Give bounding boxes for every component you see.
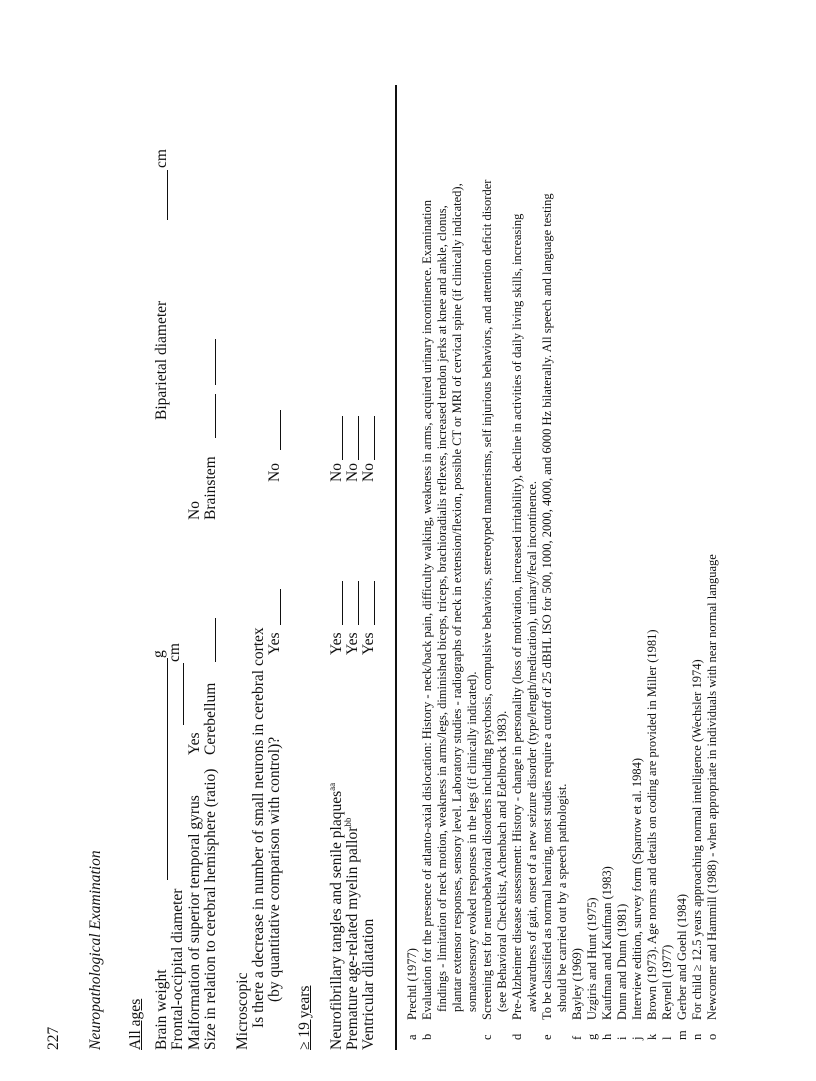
microscopic-yes-blank[interactable] bbox=[280, 589, 281, 625]
over19-row-2-no[interactable]: No bbox=[344, 463, 361, 482]
over19-row-1-no[interactable]: No bbox=[328, 463, 345, 482]
footnote-e-line-2: should be carried out by a speech pathologist. bbox=[555, 783, 569, 1012]
footnote-g-line-1: Uzgiris and Hunt (1975) bbox=[585, 897, 599, 1020]
footnote-a-mark: a bbox=[405, 1034, 419, 1040]
footnote-divider bbox=[395, 85, 397, 1050]
footnote-f-mark: f bbox=[570, 1035, 584, 1040]
footnote-c-line-2: (see Behavioral Checklist, Achenbach and Edelbrock 1983). bbox=[495, 710, 509, 1012]
footnote-b-line-3: plantar extensor responses, sensory level. Laboratory studies - radiographs of neck in extension/flexion, possible CT or MRI of cervical spine (if clinically indicated), bbox=[450, 183, 464, 1012]
footnote-d-line-1: Pre-Alzheimer disease assessment: History - change in personality (loss of motivation, increased irritability), decline in activities of daily living skills, increasing bbox=[510, 213, 524, 1020]
footnote-i-line-1: Dunn and Dunn (1981) bbox=[615, 903, 629, 1020]
microscopic-yes[interactable]: Yes bbox=[266, 632, 283, 655]
brainstem-blank[interactable] bbox=[215, 394, 216, 438]
malformation-yes[interactable]: Yes bbox=[186, 732, 203, 755]
all-ages-heading: All ages bbox=[127, 998, 144, 1050]
footnote-l-mark: l bbox=[660, 1036, 674, 1040]
footnote-e-mark: e bbox=[540, 1034, 554, 1040]
microscopic-no-blank[interactable] bbox=[280, 410, 281, 450]
over19-row-1-label: Neurofibrillary tangles and senile plaques$^{aa}$ bbox=[326, 782, 345, 1050]
frontal-occipital-unit: cm bbox=[166, 643, 183, 662]
microscopic-no[interactable]: No bbox=[266, 463, 283, 482]
over19-row-3-no[interactable]: No bbox=[360, 463, 377, 482]
brain-weight-blank[interactable] bbox=[167, 658, 168, 880]
over19-row-2-no-blank[interactable] bbox=[358, 416, 359, 460]
cerebellum-label: Cerebellum bbox=[202, 682, 219, 755]
over19-heading: ≥ 19 years bbox=[296, 985, 313, 1050]
footnote-e-line-1: To be classified as normal hearing, most studies require a cutoff of 25 dBHL ISO for 500, 1000, 2000, 4000, and 6000 Hz bilaterally. All speech and language testing bbox=[540, 193, 554, 1020]
over19-row-3-no-blank[interactable] bbox=[374, 416, 375, 460]
cerebellum-blank[interactable] bbox=[215, 618, 216, 662]
footnote-o-line-1: Newcomer and Hammill (1988) - when appropriate in individuals with near normal language bbox=[705, 554, 719, 1020]
biparietal-unit: cm bbox=[153, 149, 170, 168]
over19-row-3-yes-blank[interactable] bbox=[374, 581, 375, 625]
footnote-b-line-4: somatosensory evoked responses in the legs (if clinically indicated). bbox=[465, 671, 479, 1012]
microscopic-question-1: Is there a decrease in number of small neurons in cerebral cortex bbox=[250, 627, 267, 1028]
brain-weight-unit: g bbox=[150, 650, 167, 658]
footnote-m-line-1: Gerber and Goehl (1984) bbox=[675, 894, 689, 1020]
footnote-l-line-1: Reynell (1977) bbox=[660, 944, 674, 1020]
section-title: Neuropathological Examination bbox=[87, 850, 104, 1050]
over19-row-2-sup: bb bbox=[342, 817, 353, 827]
footnote-c-mark: c bbox=[480, 1034, 494, 1040]
over19-row-3-yes[interactable]: Yes bbox=[360, 632, 377, 655]
footnote-b-mark: b bbox=[420, 1033, 434, 1040]
footnote-m-mark: m bbox=[675, 1030, 689, 1040]
footnote-n-line-1: For child ≥ 12.5 years approaching normal intelligence (Wechsler 1974) bbox=[690, 659, 704, 1020]
rotated-page bbox=[45, 40, 805, 1050]
frontal-occipital-blank[interactable] bbox=[183, 663, 184, 725]
size-relation-label: Size in relation to cerebral hemisphere (ratio) bbox=[202, 768, 219, 1050]
footnote-j-line-1: Interview edition, survey form (Sparrow et al. 1984) bbox=[630, 757, 644, 1020]
microscopic-label: Microscopic bbox=[234, 972, 251, 1050]
over19-row-2-label: Premature age-related myelin pallor$^{bb}$ bbox=[342, 817, 361, 1050]
over19-row-2-yes-blank[interactable] bbox=[358, 581, 359, 625]
footnote-h-line-1: Kaufman and Kaufman (1983) bbox=[600, 866, 614, 1020]
frontal-occipital-label: Frontal-occipital diameter bbox=[169, 888, 186, 1050]
footnote-h-mark: h bbox=[600, 1033, 614, 1040]
footnote-f-line-1: Bayley (1969) bbox=[570, 948, 584, 1020]
footnote-n-mark: n bbox=[690, 1033, 704, 1040]
footnote-c-line-1: Screening test for neurobehavioral disorders including psychosis, compulsive behaviors, stereotyped mannerisms, self injurious behaviors, and attention deficit disorder bbox=[480, 179, 494, 1020]
malformation-label: Malformation of superior temporal gyrus bbox=[186, 795, 203, 1050]
malformation-no[interactable]: No bbox=[186, 501, 203, 520]
footnote-k-line-1: Brown (1973). Age norms and details on coding are provided in Miller (1981) bbox=[645, 629, 659, 1020]
footnote-j-mark: j bbox=[630, 1036, 644, 1040]
biparietal-label: Biparietal diameter bbox=[153, 300, 170, 420]
over19-row-3-label: Ventricular dilatation bbox=[360, 918, 377, 1050]
footnote-k-mark: k bbox=[645, 1033, 659, 1040]
brain-weight-label: Brain weight bbox=[153, 969, 170, 1050]
footnote-o-mark: o bbox=[705, 1033, 719, 1040]
footnote-b-line-2: findings - limitation of neck motion, weakness in arms/legs, diminished biceps, triceps, brachioradialis reflexes, increased tendon jerks at knee and ankle, clonus, bbox=[435, 205, 449, 1012]
footnote-d-mark: d bbox=[510, 1033, 524, 1040]
footnote-d-line-2: awkwardness of gait, onset of a new seizure disorder (type/length/medication), urinary/fecal incontinence. bbox=[525, 480, 539, 1012]
over19-row-1-yes-blank[interactable] bbox=[342, 581, 343, 625]
size-extra-blank[interactable] bbox=[215, 339, 216, 385]
over19-row-1-sup: aa bbox=[326, 782, 337, 791]
microscopic-question-2: (by quantitative comparison with control)? bbox=[266, 736, 283, 1002]
brainstem-label: Brainstem bbox=[202, 456, 219, 520]
page-number: 227 bbox=[45, 1026, 62, 1050]
over19-row-1-yes[interactable]: Yes bbox=[328, 632, 345, 655]
footnote-g-mark: g bbox=[585, 1033, 599, 1040]
footnote-a-line-1: Prechtl (1977) bbox=[405, 948, 419, 1020]
over19-row-2-yes[interactable]: Yes bbox=[344, 632, 361, 655]
footnote-b-line-1: Evaluation for the presence of atlanto-axial dislocation: History - neck/back pain, difficulty walking, weakness in arms, acquired urinary incontinence. Examination bbox=[420, 200, 434, 1020]
biparietal-blank[interactable] bbox=[167, 170, 168, 220]
footnote-i-mark: i bbox=[615, 1036, 629, 1040]
over19-row-1-no-blank[interactable] bbox=[342, 416, 343, 460]
